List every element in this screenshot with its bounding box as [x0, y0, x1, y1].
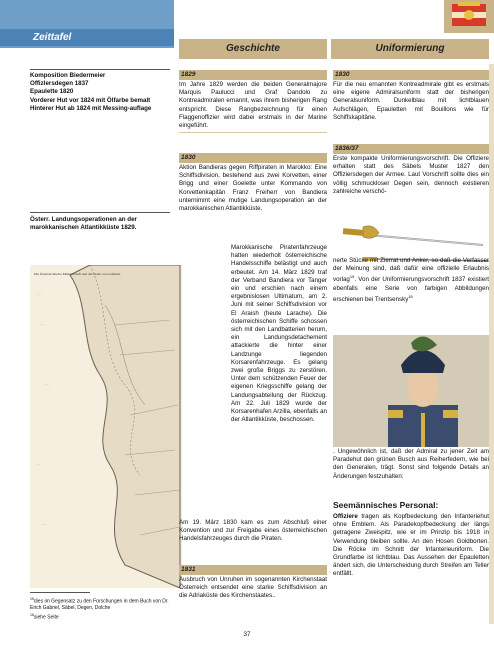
map-caption: Die Österreichische Marineschaft und die Stadt von Ladenien: [34, 272, 121, 276]
year-label: 1829: [179, 70, 327, 80]
svg-text:. . .: . . .: [36, 462, 40, 466]
year-label: 1830: [333, 70, 489, 80]
left-info-item: Vorderer Hut vor 1824 mit Ölfarbe bemalt: [30, 96, 151, 104]
history-text: Am 19. März 1830 kam es zum Abschluß einer Konvention und zur Freigabe eines österreichischen Handelsfahrzeuges durch die Piraten.: [179, 519, 327, 543]
divider: [30, 69, 170, 70]
history-text: Aktion Bandieras gegen Riffpiraten in Marokko: Eine Schiffsdivision, bestehend aus zwei Korvetten, einer Brigg und einer Goelette unter Kommando von Korvettenkapitän Franz Freiherr von Bandiera unternimmt eine mutige Landungsoperation an der marokkanischen Atlantikküste.: [179, 164, 327, 213]
column-header-geschichte: Geschichte: [179, 39, 327, 59]
geschichte-1830: [179, 153, 327, 213]
svg-text:. . . .: . . . .: [36, 292, 42, 296]
svg-text:. . .: . . .: [40, 322, 44, 326]
footnote-15: $^{15}$dies im Gegensatz zu den Forschungen in dem Buch von Dr. Erich Gabriel, Säbel, Degen, Dolche: [30, 597, 169, 612]
svg-text:. . . .: . . . .: [44, 382, 50, 386]
year-label: 1830: [179, 153, 327, 163]
uniform-1836: [333, 144, 489, 196]
uniform-text: Erste kompakte Uniformierungsvorschrift. Die Offiziere erhalten statt des Säbels Muster 1827 den Offiziersdegen der Armee. Laut Vorschrift sollte dies ein völlig schmuckloser Degen sein, dennoch existieren zahlreiche verschö-: [333, 155, 489, 195]
landung-caption: Österr. Landungsoperationen an der marokkanischen Atlantikküste 1829.: [30, 216, 137, 232]
section-title: Zeittafel: [0, 29, 174, 46]
left-info-item: Komposition Biedermeier: [30, 72, 106, 79]
top-strip: [174, 0, 444, 33]
seeman-text: Offiziere tragen als Kopfbedeckung den Infanteriehut ohne Emblem. Als Paradekopfbedeckung der längs getragene Zweispitz, wie er im Prinzip bis 1918 in Verwendung bleiben sollte. An den Hosen Goldborten. Die Röcke im Schnitt der Infanterieuniform. Die Grundfarbe ist lichtblau. Das Aussehen der Epauletten ändert sich, die Unterscheidung durch Streifen am Teller entfällt.: [333, 513, 489, 578]
left-info-item: Offizlersdegen 1837: [30, 80, 89, 88]
uniform-text: Für die neu ernannten Kontreadmirale gibt es erstmals eine eigene Admiralsuniform statt der bisherigen Generalsuniform. Dunkelblau mit lichtblauen Aufschlägen, Epauletten mit Bouillons wie für Schiffskapitäne.: [333, 81, 489, 121]
left-info-item: Hinterer Hut ab 1824 mit Messing-auflage: [30, 104, 152, 112]
uniform-1830: [333, 70, 489, 122]
seeman-section: [333, 500, 489, 579]
officer-sword-image: [333, 215, 494, 253]
left-info-item: Epaulette 1820: [30, 88, 74, 96]
uniform-text: . Ungewöhnlich ist, daß der Admiral zu jener Zeit am Paradehut den grünen Busch aus Reiherfedern, wie bei den Generalen, trägt. Sonst sind folgende Details an Änderungen festzuhalten:: [333, 448, 489, 480]
seeman-title: Seemännisches Personal:: [333, 500, 439, 510]
svg-text:. . . .: . . . .: [42, 522, 48, 526]
footnote-16: $^{16}$siehe Seite: [30, 612, 59, 621]
geschichte-column: [179, 70, 327, 133]
year-label: 1831: [179, 565, 327, 575]
divider: [179, 132, 327, 133]
history-text: Ausbruch von Unruhen im sogenannten Kirchenstaat Österreich entsendet eine starke Schiffsdivision an die Adriaküste des Kirchenstaates..: [179, 576, 327, 600]
flag-emblem-image: [444, 0, 494, 33]
history-text: Im Jahre 1829 werden die beiden Generalmajore Marquis Paulucci und Graf Dandolo zu Kontreadmiralen ernannt, was ihrem bisherigen Rang entspricht. Diese Rangbezeichnung für einen Flaggenoffizier wird dabei erstmals in der Marine eingeführt.: [179, 81, 327, 130]
divider: [30, 212, 170, 213]
footnotes: [30, 596, 175, 621]
admiral-portrait-image: [333, 335, 494, 447]
left-info-list: [30, 72, 175, 113]
history-text-narrow: Marokkanische Piratenfahrzeuge hatten wiederholt österreichische Handelsschiffe belästigt und auch erbeutet. Am 14. März 1829 traf der Verband Bandiera vor Tanger ein und erschien nach einem ergebnislosen Ultimatum, am 2. Juni mit seiner Schiffsdivision vor El Araish (heute Larache). Die österreichischen Schiffe schossen sich mit den Landbatterien herum, ein Landungsdetachement attackierte die hinter einer Landzunge liegenden Korsarenfahrzeuge. Es gelang zwei große Briggs zu zerstören. Unter dem schützenden Feuer der eigenen Kriegsschiffe gelang der Landungsabteilung der Rückzug. Am 22. Juli 1829 wurde der Korsarenhafen Arzilla, ebenfalls an der Atlantikküste, beschossen.: [231, 244, 327, 424]
column-header-uniformierung: Uniformierung: [331, 39, 489, 59]
page-number: 37: [243, 631, 251, 638]
uniform-text-continued: nerte Stücke mit Zierrat und Anker, so daß die Verfasser der Meinung sind, daß dafür eine offizielle Erlaubnis vorlag$^{15}$. Von der Uniformierungsvorschrift 1837 existiert ebenfalls eine Serie von farbigen Abbildungen erschienen bei Trentsensky$^{16}$: [333, 257, 489, 303]
right-edge-strip: [489, 64, 494, 624]
year-label: 1836/37: [333, 144, 489, 154]
footnote-divider: [30, 592, 90, 593]
geschichte-1831: [179, 565, 327, 601]
historical-map-image: [30, 265, 182, 588]
